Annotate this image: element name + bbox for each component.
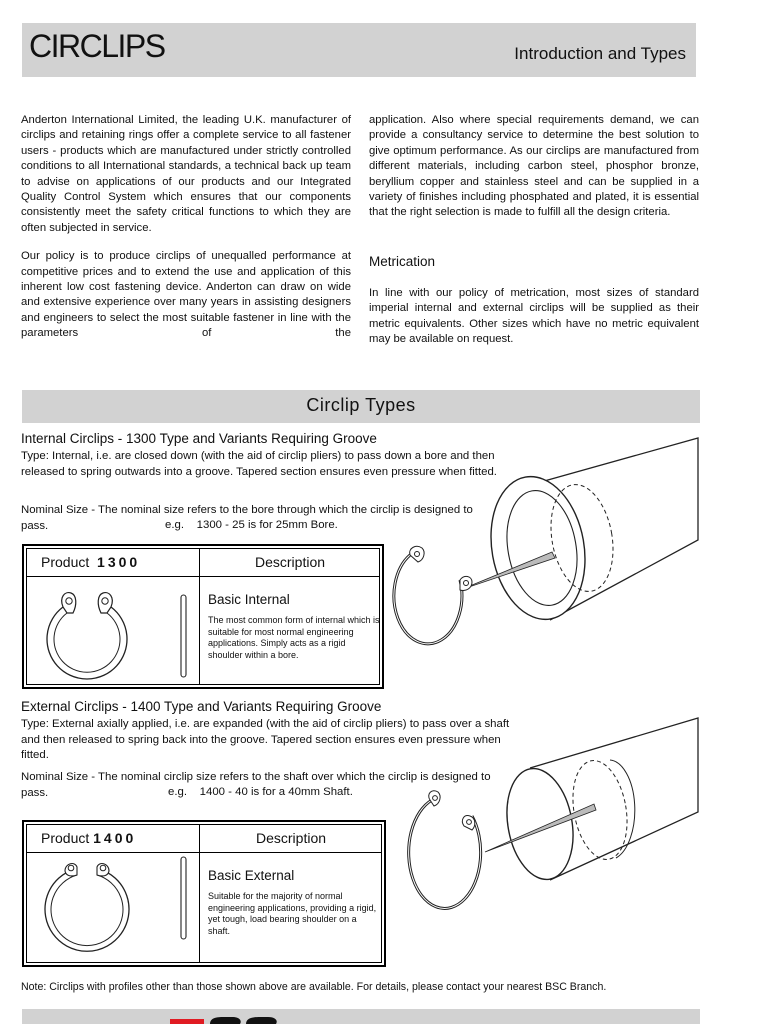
external-type-text: Type: External axially applied, i.e. are expanded (with the aid of circlip pliers) to pass over a shaft and then released to spring back into the groove. Tapered section ensures even pressure when fitted.	[21, 718, 510, 762]
intro-paragraph-3: application. Also where special requirements demand, we can provide a consultancy service to determine the best solution to give optimum performance. As our circlips are manufactured from different materials, including carbon steel, phosphor bronze, beryllium copper and stainless steel and can be supplied in a variety of finishes including phosphated and plated, it is essential that the right selection is made to fulfill all the design criteria.	[369, 114, 699, 219]
external-section-title: External Circlips - 1400 Type and Variants Requiring Groove	[21, 699, 382, 714]
internal-circlip-drawing	[31, 579, 197, 687]
footer-logo	[170, 1016, 290, 1024]
internal-desc-name: Basic Internal	[208, 592, 290, 607]
intro-right-column	[369, 113, 699, 221]
internal-section-title: Internal Circlips - 1300 Type and Variants Requiring Groove	[21, 431, 377, 446]
product-header: Product 1300	[41, 554, 141, 570]
product-header: Product 1400	[41, 830, 137, 846]
internal-nominal-text: Nominal Size - The nominal size refers to the bore through which the circlip is designed to pass.	[21, 504, 473, 532]
intro-paragraph-2: Our policy is to produce circlips of unequalled performance at competitive prices and to extend the use and application of this inherent low cost fastening device. Anderton can draw on wide and extensive experience over many years in assisting designers and engineers to select the most suitable fastener in line with the parameters of the	[21, 250, 351, 340]
types-heading: Circlip Types	[306, 395, 416, 415]
description-header: Description	[254, 554, 326, 570]
external-product-table	[22, 820, 386, 967]
description-header: Description	[255, 830, 327, 846]
internal-product-table	[22, 544, 384, 689]
internal-desc-text: The most common form of internal which is suitable for most normal engineering applications. Simply acts as a rigid shoulder within a bore.	[208, 615, 380, 660]
external-example: e.g. 1400 - 40 is for a 40mm Shaft.	[168, 786, 353, 798]
internal-bore-illustration	[390, 430, 705, 675]
page-subtitle: Introduction and Types	[514, 44, 686, 63]
metrication-text: In line with our policy of metrication, most sizes of standard imperial internal and external circlips will be supplied as their metric equivalents. Other sizes which have no metric equivalent may be available on request.	[369, 287, 699, 346]
product-code: 1400	[93, 830, 137, 846]
footer-bar	[22, 1009, 700, 1024]
external-desc-name: Basic External	[208, 868, 295, 883]
table-inner-border	[26, 548, 380, 685]
product-code: 1300	[97, 554, 141, 570]
external-circlip-drawing	[31, 855, 197, 965]
metrication-heading: Metrication	[369, 254, 436, 269]
external-shaft-illustration	[400, 712, 705, 917]
internal-type-text: Type: Internal, i.e. are closed down (with the aid of circlip pliers) to pass down a bore and then released to spring outwards into a groove. Tapered section ensures even pressure when fitted.	[21, 450, 497, 478]
intro-paragraph-1: Anderton International Limited, the leading U.K. manufacturer of circlips and retaining rings offer a complete service to all fastener users - products which are manufactured under strictly controlled conditions to all International standards, a technical back up team to advise on applications of our products and our Integrated Quality Control System which ensures that our components consistently meet the safety critical functions to which they are often subjected in service.	[21, 114, 351, 234]
external-nominal-text: Nominal Size - The nominal circlip size refers to the shaft over which the circlip is designed to pass.	[21, 771, 491, 799]
intro-left-column	[21, 113, 351, 342]
page-title: CIRCLIPS	[29, 28, 165, 64]
footer-note: Note: Circlips with profiles other than those shown above are available. For details, please contact your nearest BSC Branch.	[21, 981, 607, 993]
internal-example: e.g. 1300 - 25 is for 25mm Bore.	[165, 519, 338, 531]
table-inner-border	[26, 824, 382, 963]
external-desc-text: Suitable for the majority of normal engineering applications, providing a rigid, yet tough, load bearing shoulder on a shaft.	[208, 891, 377, 936]
